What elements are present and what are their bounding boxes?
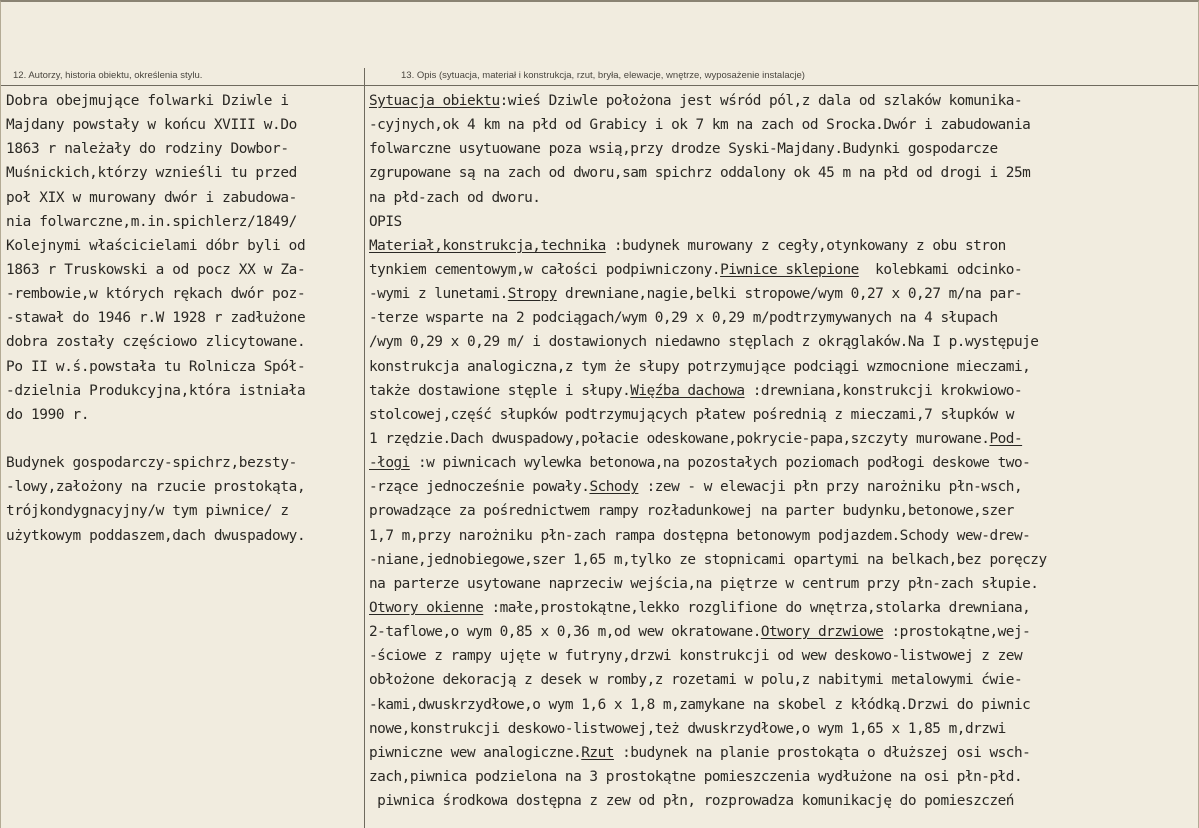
text-run: -rzące jednocześnie powały.	[369, 479, 590, 496]
text-run: :drewniana,konstrukcji krokwiowo-	[744, 382, 1023, 399]
right-text-line	[369, 234, 1197, 258]
left-text-line	[6, 186, 362, 210]
text-run: :wieś Dziwle położona jest wśród pól,z dala od szlaków komunika-	[499, 93, 1023, 109]
text-run: -stawał do 1946 r.W 1928 r zadłużone	[6, 310, 306, 327]
right-text-line	[369, 572, 1197, 596]
right-text-line	[369, 499, 1197, 523]
left-text-line	[6, 403, 362, 427]
text-run: -terze wsparte na 2 podciągach/wym 0,29 x 0,29 m/podtrzymywanych na 4 słupach	[369, 310, 998, 327]
text-run: na płd-zach od dworu.	[369, 189, 541, 206]
left-text-line	[6, 161, 362, 185]
text-run: obłożone dekoracją z desek w romby,z rozetami w polu,z nabitymi metalowymi ćwie-	[369, 672, 1023, 689]
right-column-header: 13. Opis (sytuacja, materiał i konstrukcja, rzut, bryła, elewacje, wnętrze, wyposażenie instalacje)	[401, 70, 805, 81]
text-run: nowe,konstrukcji deskowo-listwowej,też dwuskrzydłowe,o wym 1,65 x 1,85 m,drzwi	[369, 720, 1006, 737]
right-text-line	[369, 89, 1197, 113]
text-run: do 1990 r.	[6, 406, 90, 423]
text-run: :budynek na planie prostokąta o dłuższej osi wsch-	[613, 744, 1031, 761]
right-text-line	[369, 258, 1197, 282]
text-run: 1863 r Truskowski a od pocz XX w Za-	[6, 261, 306, 278]
text-run: także dostawione stęple i słupy.	[369, 382, 631, 399]
right-text-line	[369, 765, 1197, 789]
text-run: 1863 r należały do rodziny Dowbor-	[6, 141, 289, 158]
right-text-line	[369, 717, 1197, 741]
text-run: stolcowej,część słupków podtrzymujących płatew pośrednią z mieczami,7 słupków w	[369, 406, 1014, 423]
right-text-line	[369, 620, 1197, 644]
right-text-line	[369, 282, 1197, 306]
underlined-heading: Rzut	[581, 744, 614, 761]
text-run: trójkondygnacyjny/w tym piwnice/ z	[6, 503, 289, 520]
text-run: prowadzące za pośrednictwem rampy rozładunkowej na parter budynku,betonowe,szer	[369, 503, 1014, 520]
text-run: -dzielnia Produkcyjna,która istniała	[6, 382, 306, 399]
text-run: -cyjnych,ok 4 km na płd od Grabicy i ok 7 km na zach od Srocka.Dwór i zabudowania	[369, 117, 1031, 134]
right-text-line	[369, 644, 1197, 668]
left-column-header: 12. Autorzy, historia obiektu, określenia stylu.	[13, 70, 203, 81]
left-text-line	[6, 427, 362, 451]
left-text-line	[6, 234, 362, 258]
text-run: -kami,dwuskrzydłowe,o wym 1,6 x 1,8 m,zamykane na skobel z kłódką.Drzwi do piwnic	[369, 696, 1031, 713]
right-text-line	[369, 330, 1197, 354]
left-column-text	[6, 89, 362, 548]
left-text-line	[6, 89, 362, 113]
text-run: na parterze usytowane naprzeciw wejścia,na piętrze w centrum przy płn-zach słupie.	[369, 575, 1039, 592]
text-run: zach,piwnica podzielona na 3 prostokątne pomieszczenia wydłużone na osi płn-płd.	[369, 768, 1023, 785]
left-text-line	[6, 137, 362, 161]
left-text-line	[6, 475, 362, 499]
underlined-heading: -łogi	[369, 455, 410, 472]
right-text-line	[369, 596, 1197, 620]
column-divider	[364, 68, 365, 828]
text-run: 2-taflowe,o wym 0,85 x 0,36 m,od wew okratowane.	[369, 624, 761, 641]
right-text-line	[369, 355, 1197, 379]
right-text-line	[369, 451, 1197, 475]
right-text-line	[369, 789, 1197, 813]
underlined-heading: Pod-	[989, 430, 1023, 447]
text-run: -ściowe z rampy ujęte w futryny,drzwi konstrukcji od wew deskowo-listwowej z zew	[369, 648, 1023, 665]
left-text-line	[6, 524, 362, 548]
text-run: 1,7 m,przy narożniku płn-zach rampa dostępna betonowym podjazdem.Schody wew-drew-	[369, 527, 1031, 544]
underlined-heading: Piwnice sklepione	[720, 261, 859, 278]
text-run: Kolejnymi właścicielami dóbr byli od	[6, 237, 306, 254]
text-run: -niane,jednobiegowe,szer 1,65 m,tylko ze stopnicami opartymi na belkach,bez poręczy	[369, 551, 1047, 568]
text-run: użytkowym poddaszem,dach dwuspadowy.	[6, 527, 306, 544]
right-text-line	[369, 668, 1197, 692]
text-run: kolebkami odcinko-	[858, 261, 1023, 278]
text-run: Budynek gospodarczy-spichrz,bezsty-	[6, 455, 297, 472]
right-text-line	[369, 524, 1197, 548]
left-text-line	[6, 210, 362, 234]
right-text-line	[369, 741, 1197, 765]
text-run: Dobra obejmujące folwarki Dziwle i	[6, 93, 289, 109]
text-run: :prostokątne,wej-	[883, 624, 1031, 641]
text-run: :w piwnicach wylewka betonowa,na pozostałych poziomach podłogi deskowe two-	[409, 455, 1031, 472]
right-text-line	[369, 548, 1197, 572]
underlined-heading: Sytuacja obiektu	[369, 93, 500, 109]
right-text-line	[369, 186, 1197, 210]
text-run: tynkiem cementowym,w całości podpiwniczony.	[369, 261, 721, 278]
text-run: drewniane,nagie,belki stropowe/wym 0,27 x 0,27 m/na par-	[556, 286, 1023, 303]
text-run: -wymi z lunetami.	[369, 286, 508, 303]
text-run: /wym 0,29 x 0,29 m/ i dostawionych niedawno stęplach z okrąglaków.Na I p.występuje	[369, 334, 1039, 351]
right-text-line	[369, 379, 1197, 403]
text-run: OPIS	[369, 213, 402, 230]
left-text-line	[6, 379, 362, 403]
text-run: dobra zostały częściowo zlicytowane.	[6, 334, 306, 351]
left-text-line	[6, 282, 362, 306]
text-run: Po II w.ś.powstała tu Rolnicza Spół-	[6, 358, 306, 375]
text-run: -lowy,założony na rzucie prostokąta,	[6, 479, 306, 496]
underlined-heading: Więźba dachowa	[630, 382, 745, 399]
left-text-line	[6, 499, 362, 523]
header-rule	[1, 85, 1198, 86]
text-run: poł XIX w murowany dwór i zabudowa-	[6, 189, 297, 206]
text-run: zgrupowane są na zach od dworu,sam spichrz oddalony ok 45 m na płd od drogi i 25m	[369, 165, 1031, 182]
right-text-line	[369, 427, 1197, 451]
underlined-heading: Otwory okienne	[369, 599, 484, 616]
left-text-line	[6, 355, 362, 379]
right-column-text	[369, 89, 1197, 813]
underlined-heading: Otwory drzwiowe	[760, 624, 884, 641]
right-text-line	[369, 113, 1197, 137]
text-run: :małe,prostokątne,lekko rozglifione do wnętrza,stolarka drewniana,	[483, 599, 1031, 616]
right-text-line	[369, 161, 1197, 185]
left-text-line	[6, 330, 362, 354]
text-run: piwniczne wew analogiczne.	[369, 744, 582, 761]
text-run: -rembowie,w których rękach dwór poz-	[6, 286, 306, 303]
left-text-line	[6, 306, 362, 330]
underlined-heading: Stropy	[507, 286, 557, 303]
right-text-line	[369, 210, 1197, 234]
text-run: folwarczne usytuowane poza wsią,przy drodze Syski-Majdany.Budynki gospodarcze	[369, 141, 998, 158]
text-run: 1 rzędzie.Dach dwuspadowy,połacie odeskowane,pokrycie-papa,szczyty murowane.	[369, 430, 990, 447]
right-text-line	[369, 306, 1197, 330]
text-run: :budynek murowany z cegły,otynkowany z obu stron	[605, 237, 1006, 254]
right-text-line	[369, 403, 1197, 427]
text-run: Muśnickich,którzy wznieśli tu przed	[6, 165, 297, 182]
right-text-line	[369, 475, 1197, 499]
left-text-line	[6, 258, 362, 282]
underlined-heading: Schody	[589, 479, 639, 496]
text-run: :zew - w elewacji płn przy narożniku płn-wsch,	[638, 479, 1023, 496]
right-text-line	[369, 137, 1197, 161]
left-text-line	[6, 113, 362, 137]
right-text-line	[369, 693, 1197, 717]
text-run: konstrukcja analogiczna,z tym że słupy potrzymujące podciągi wzmocnione mieczami,	[369, 358, 1031, 375]
text-run: nia folwarczne,m.in.spichlerz/1849/	[6, 213, 297, 230]
underlined-heading: Materiał,konstrukcja,technika	[369, 237, 606, 254]
text-run: piwnica środkowa dostępna z zew od płn, rozprowadza komunikację do pomieszczeń	[369, 793, 1014, 810]
text-run: Majdany powstały w końcu XVIII w.Do	[6, 117, 297, 134]
left-text-line	[6, 451, 362, 475]
